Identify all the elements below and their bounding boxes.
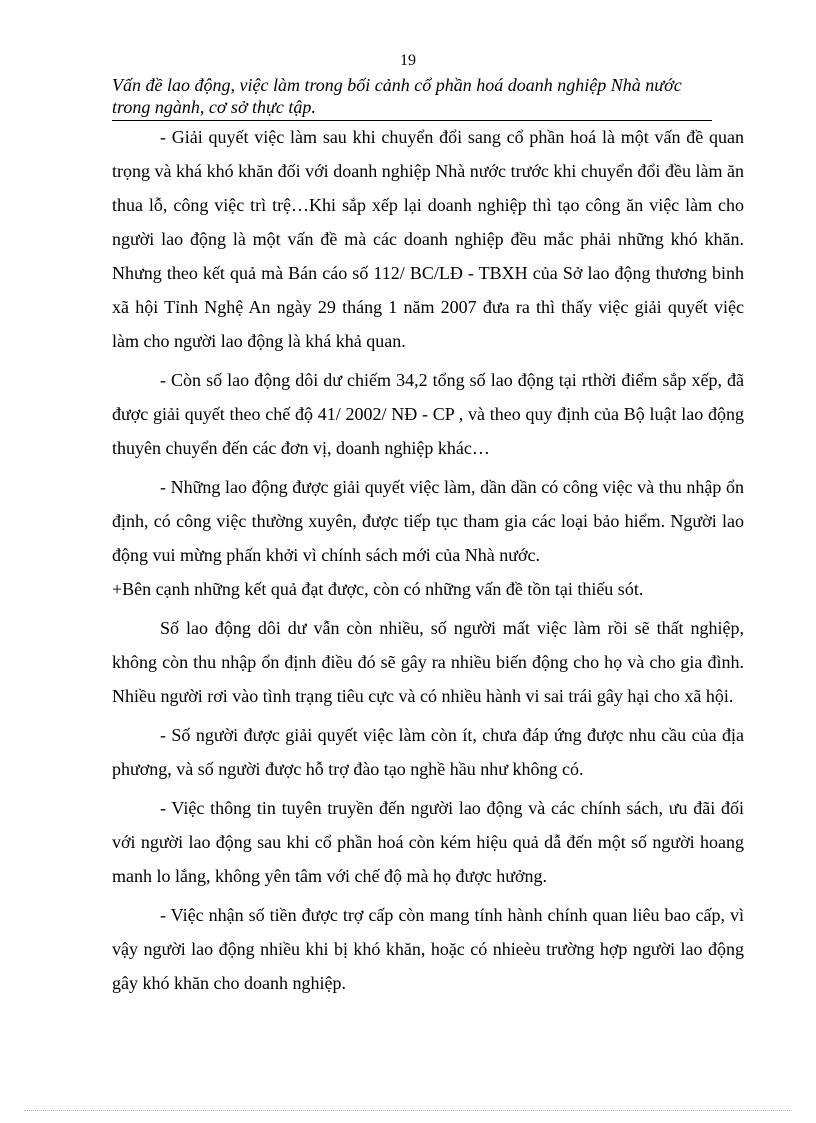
paragraph-information-policy: - Việc thông tin tuyên truyền đến người lao động và các chính sách, ưu đãi đối với người lao động sau khi cổ phần hoá còn kém hiệu quả dẫ đến một số người hoang manh lo lắng, không yên tâm với chế độ mà họ được hưởng. bbox=[112, 798, 744, 886]
paragraph-surplus-labor: - Còn số lao động dôi dư chiếm 34,2 tổng số lao động tại rthời điểm sắp xếp, đã được giải quyết theo chế độ 41/ 2002/ NĐ - CP , và theo quy định của Bộ luật lao động thuyên chuyển đến các đơn vị, doanh nghiệp khác… bbox=[112, 370, 744, 458]
running-header: Vấn đề lao động, việc làm trong bối cảnh cổ phần hoá doanh nghiệp Nhà nước trong ngành, cơ sở thực tập. bbox=[112, 75, 682, 117]
paragraph-few-resolved: - Số người được giải quyết việc làm còn ít, chưa đáp ứng được nhu cầu của địa phương, và số người được hỗ trợ đào tạo nghề hầu như không có. bbox=[112, 725, 744, 779]
paragraph-allowance-bureaucracy: - Việc nhận số tiền được trợ cấp còn mang tính hành chính quan liêu bao cấp, vì vậy người lao động nhiều khi bị khó khăn, hoặc có nhieèu trường hợp người lao động gây khó khăn cho doanh nghiệp. bbox=[112, 905, 744, 993]
paragraph-stable-income: - Những lao động được giải quyết việc làm, dần dần có công việc và thu nhập ổn định, có công việc thường xuyên, được tiếp tục tham gia các loại bảo hiểm. Người lao động vui mừng phấn khởi vì chính sách mới của Nhà nước. bbox=[112, 477, 744, 565]
document-body bbox=[112, 120, 744, 1000]
page-number: 19 bbox=[400, 52, 416, 69]
paragraph-employment-resolution: - Giải quyết việc làm sau khi chuyển đổi sang cổ phần hoá là một vấn đề quan trọng và khá khó khăn đối với doanh nghiệp Nhà nước trước khi chuyển đổi đều làm ăn thua lỗ, công việc trì trệ…Khi sắp xếp lại doanh nghiệp thì tạo công ăn việc làm cho người lao động là một vấn đề mà các doanh nghiệp đều mắc phải những khó khăn. Nhưng theo kết quả mà Bán cáo số 112/ BC/LĐ - TBXH của Sở lao động thương binh xã hội Tỉnh Nghệ An ngày 29 tháng 1 năm 2007 đưa ra thì thấy việc giải quyết việc làm cho người lao động là khá khả quan. bbox=[112, 127, 744, 351]
page-bottom-border bbox=[24, 1110, 792, 1111]
paragraph-unemployment: Số lao động dôi dư vẫn còn nhiều, số người mất việc làm rồi sẽ thất nghiệp, không còn thu nhập ổn định điều đó sẽ gây ra nhiều biến động cho họ và cho gia đình. Nhiều người rơi vào tình trạng tiêu cực và có nhiều hành vi sai trái gây hại cho xã hội. bbox=[112, 618, 744, 706]
paragraph-shortcomings-intro: +Bên cạnh những kết quả đạt được, còn có những vấn đề tồn tại thiếu sót. bbox=[112, 579, 644, 599]
